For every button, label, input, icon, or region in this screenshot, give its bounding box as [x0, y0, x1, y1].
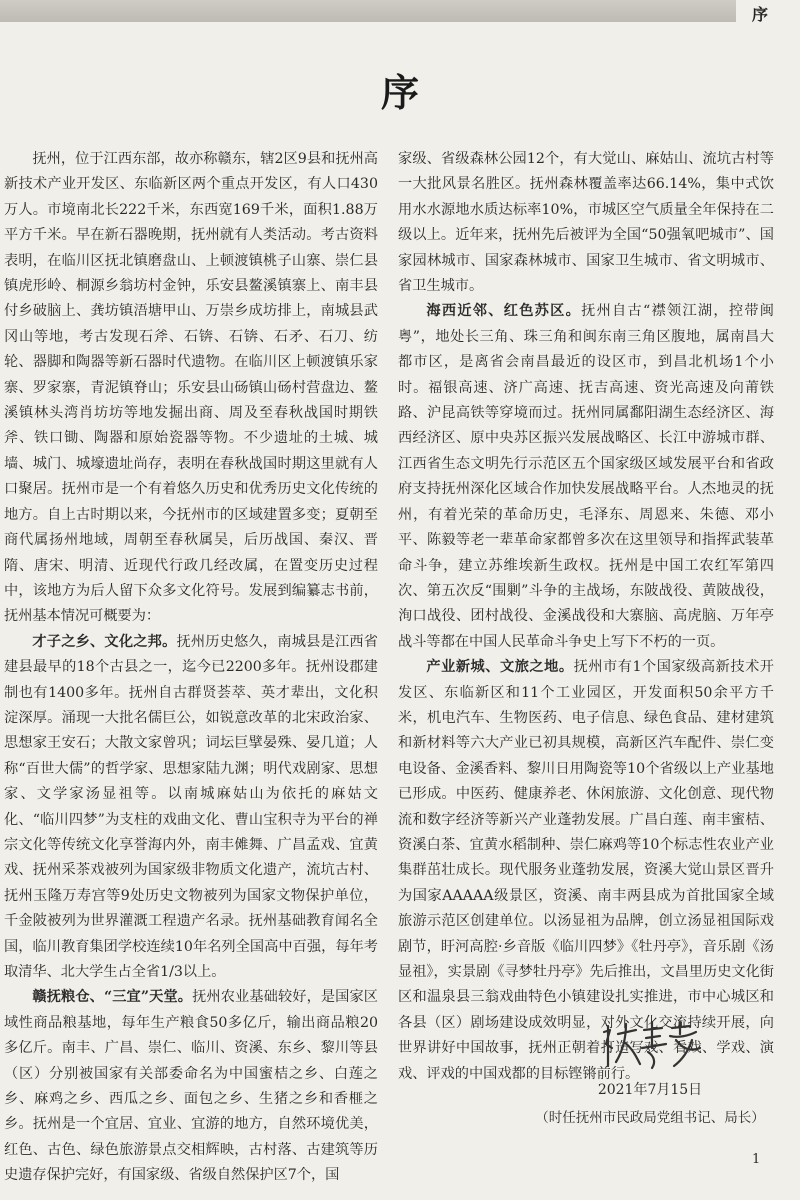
page-title: 序	[380, 70, 419, 115]
paragraph-granary	[4, 985, 378, 1188]
running-head: 序	[752, 5, 769, 24]
paragraph-lead: 海西近邻、红色苏区。	[426, 303, 582, 320]
paragraph-industry	[398, 655, 774, 1087]
paragraph-continued	[398, 147, 774, 299]
paragraph-text: 家级、省级森林公园12个，有大觉山、麻姑山、流坑古村等一大批风景名胜区。抚州森林覆盖率达66.14%，集中式饮用水水源地水质达标率10%，市城区空气质量全年保持在二级以上。近年来，抚州先后被评为全国“50强氧吧城市”、国家园林城市、国家森林城市、国家卫生城市、省文明城市、省卫生城市。	[398, 151, 774, 295]
page-number: 1	[752, 1152, 761, 1167]
paragraph-text: 抚州自古“襟领江湖，控带闽粤”，地处长三角、珠三角和闽东南三角区腹地，属南昌大都市区，是离省会南昌最近的设区市，到昌北机场1个小时。福银高速、济广高速、抚吉高速、资光高速及向莆铁路、沪昆高铁等穿境而过。抚州同属鄱阳湖生态经济区、海西经济区、原中央苏区振兴发展战略区、长江中游城市群、江西省生态文明先行示范区五个国家级区域发展平台和省政府支持抚州深化区域合作加快发展战略平台。人杰地灵的抚州，有着光荣的革命历史，毛泽东、周恩来、朱德、邓小平、陈毅等老一辈革命家都曾多次在这里领导和指挥武装革命斗争，建立苏维埃新生政权。抚州是中国工农红军第四次、第五次反“围剿”斗争的主战场，东陂战役、黄陂战役，洵口战役、团村战役、金溪战役和大寨脑、高虎脑、万年亭战斗等都在中国人民革命斗争史上写下不朽的一页。	[398, 303, 774, 650]
left-column	[4, 147, 378, 1184]
paragraph-location	[398, 299, 774, 655]
signature-image	[596, 1018, 716, 1072]
paragraph-text: 抚州历史悠久，南城县是江西省建县最早的18个古县之一，迄今已2200多年。抚州设郡建制也有1400多年。抚州自古群贤荟萃、英才辈出，文化积淀深厚。涌现一大批名儒巨公，如锐意改革的北宋政治家、思想家王安石；大散文家曾巩；词坛巨擘晏殊、晏几道；人称“百世大儒”的哲学家、思想家陆九渊；明代戏剧家、思想家、文学家汤显祖等。以南城麻姑山为依托的麻姑文化、“临川四梦”为支柱的戏曲文化、曹山宝积寺为平台的禅宗文化等传统文化享誉海内外，南丰傩舞、广昌孟戏、宜黄戏、抚州采茶戏被列为国家级非物质文化遗产，流坑古村、抚州玉隆万寿宫等9处历史文物被列为国家文物保护单位，千金陂被列为世界灌溉工程遗产名录。抚州基础教育闻名全国，临川教育集团学校连续10年名列全国高中百强，每年考取清华、北大学生占全省1/3以上。	[4, 633, 378, 980]
author-role: （时任抚州市民政局党组书记、局长）	[535, 1110, 765, 1126]
paragraph-lead: 产业新城、文旅之地。	[426, 659, 574, 676]
date: 2021年7月15日	[597, 1082, 703, 1098]
header-bar	[0, 0, 736, 22]
paragraph-intro	[4, 147, 378, 630]
paragraph-lead: 赣抚粮仓、“三宜”天堂。	[32, 989, 193, 1006]
paragraph-culture	[4, 630, 378, 986]
paragraph-text: 抚州，位于江西东部，故亦称赣东，辖2区9县和抚州高新技术产业开发区、东临新区两个重点开发区，有人口430万人。市境南北长222千米，东西宽169千米，面积1.88万平方千米。早在新石器晚期，抚州就有人类活动。考古资料表明，在临川区抚北镇磨盘山、上顿渡镇桃子山寨、崇仁县镇虎形岭、桐源乡翁坊村金钟，乐安县鳌溪镇寨上、南丰县付乡破脑上、龚坊镇浯塘甲山、万崇乡成坊排上，南城县武冈山等地，考古发现石斧、石锛、石锛、石矛、石刀、纺轮、器脚和陶器等新石器时代遗物。在临川区上顿渡镇乐家寨、罗家寨，青泥镇脊山；乐安县山砀镇山砀村营盘边、鳌溪镇林头湾肖坊坊等地发掘出商、周及至春秋战国时期铁斧、铁口锄、陶器和原始瓷器等物。不少遗址的土城、城墙、城门、城壕遗址尚存，表明在春秋战国时期这里就有人口聚居。抚州市是一个有着悠久历史和优秀历史文化传统的地方。自上古时期以来，今抚州市的区域建置多变；夏朝至商代属扬州地域，周朝至春秋属吴，后历战国、秦汉、晋隋、唐宋、明清、近现代行政几经改属，在置变历史过程中，该地方为后人留下众多文化符号。发展到编纂志书前，抚州基本情况可概要为：	[4, 151, 378, 625]
paragraph-lead: 才子之乡、文化之邦。	[32, 633, 177, 650]
right-column	[398, 147, 774, 1082]
paragraph-text: 抚州市有1个国家级高新技术开发区、东临新区和11个工业园区，开发面积50余平方千米，机电汽车、生物医药、电子信息、绿色食品、建材建筑和新材料等六大产业已初具规模，高新区汽车配件、崇仁变电设备、金溪香料、黎川日用陶瓷等10个省级以上产业基地已形成。中医药、健康养老、休闲旅游、文化创意、现代物流和数字经济等新兴产业蓬勃发展。广昌白莲、南丰蜜桔、资溪白茶、宜黄水稻制种、崇仁麻鸡等10个标志性农业产业集群茁壮成长。现代服务业蓬勃发展，资溪大觉山景区晋升为国家AAAAA级景区，资溪、南丰两县成为首批国家全域旅游示范区创建单位。以汤显祖为品牌，创立汤显祖国际戏剧节，盱河高腔·乡音版《临川四梦》《牡丹亭》，音乐剧《汤显祖》，实景剧《寻梦牡丹亭》先后推出，文昌里历史文化街区和温泉县三翁戏曲特色小镇建设扎实推进，市中心城区和各县（区）剧场建设成效明显，对外文化交流持续开展，向世界讲好中国故事，抚州正朝着打造写戏、看戏、学戏、演戏、评戏的中国戏都的目标铿锵前行。	[398, 659, 774, 1082]
paragraph-text: 抚州农业基础较好，是国家区域性商品粮基地，每年生产粮食50多亿斤，输出商品粮20多亿斤。南丰、广昌、崇仁、临川、资溪、东乡、黎川等县（区）分别被国家有关部委命名为中国蜜桔之乡、白莲之乡、麻鸡之乡、西瓜之乡、面包之乡、生猪之乡和香榧之乡。抚州是一个宜居、宜业、宜游的地方，自然环境优美，红色、古色、绿色旅游景点交相辉映，古村落、古建筑等历史遗存保护完好，有国家级、省级自然保护区7个，国	[4, 989, 378, 1184]
